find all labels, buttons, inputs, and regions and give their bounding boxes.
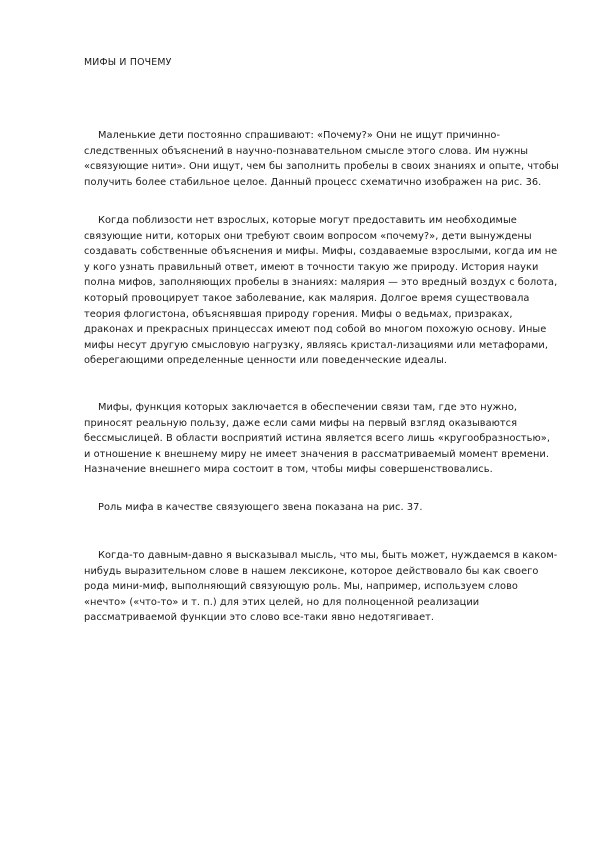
paragraph-3: Мифы, функция которых заключается в обеспечении связи там, где это нужно, приносят реальную пользу, даже если сами мифы на первый взгляд оказываются бессмыслицей. В области восприятий истина является всего лишь «кругообразностью», и отношение к внешнему миру не имеет значения в рассматриваемый момент времени. Назначение внешнего мира состоит в том, чтобы мифы совершенствовались. [84,402,551,476]
paragraph-2: Когда поблизости нет взрослых, которые могут предоставить им необходимые связующие нити, которых они требуют своим вопросом «почему?», дети вынуждены создавать собственные объяснения и мифы. Мифы, создаваемые взрослыми, когда им не у кого узнать правильный ответ, имеют в точности такую же природу. История науки полна мифов, заполняющих пробелы в знаниях: малярия — это вредный воздух с болота, который провоцирует такое заболевание, как малярия. Долгое время существовала теория флогистона, объяснявшая природу горения. Мифы о ведьмах, призраках, драконах и прекрасных принцессах имеют под собой во многом похожую основу. Иные мифы несут другую смысловую нагрузку, являясь кристал-лизациями или метафорами, оберегающими определенные ценности или поведенческие идеалы. [84,215,558,367]
paragraph-4: Роль мифа в качестве связующего звена показана на рис. 37. [98,502,423,513]
paragraph-5: Когда-то давным-давно я высказывал мысль, что мы, быть может, нуждаемся в каком-нибудь выразительном слове в нашем лексиконе, которое действовало бы как своего рода мини-миф, выполняющий связующую роль. Мы, например, используем слово «нечто» («что-то» и т. п.) для этих целей, но для полноценной реализации рассматриваемой функции это слово все-таки явно недотягивает. [84,550,558,624]
paragraph-1: Маленькие дети постоянно спрашивают: «Почему?» Они не ищут причинно-следственных объяснений в научно-познавательном смысле этого слова. Им нужны «связующие нити». Они ищут, чем бы заполнить пробелы в своих знаниях и опыте, чтобы получить более стабильное целое. Данный процесс схематично изображен на рис. 36. [84,130,559,188]
document-title: МИФЫ И ПОЧЕМУ [84,57,172,68]
